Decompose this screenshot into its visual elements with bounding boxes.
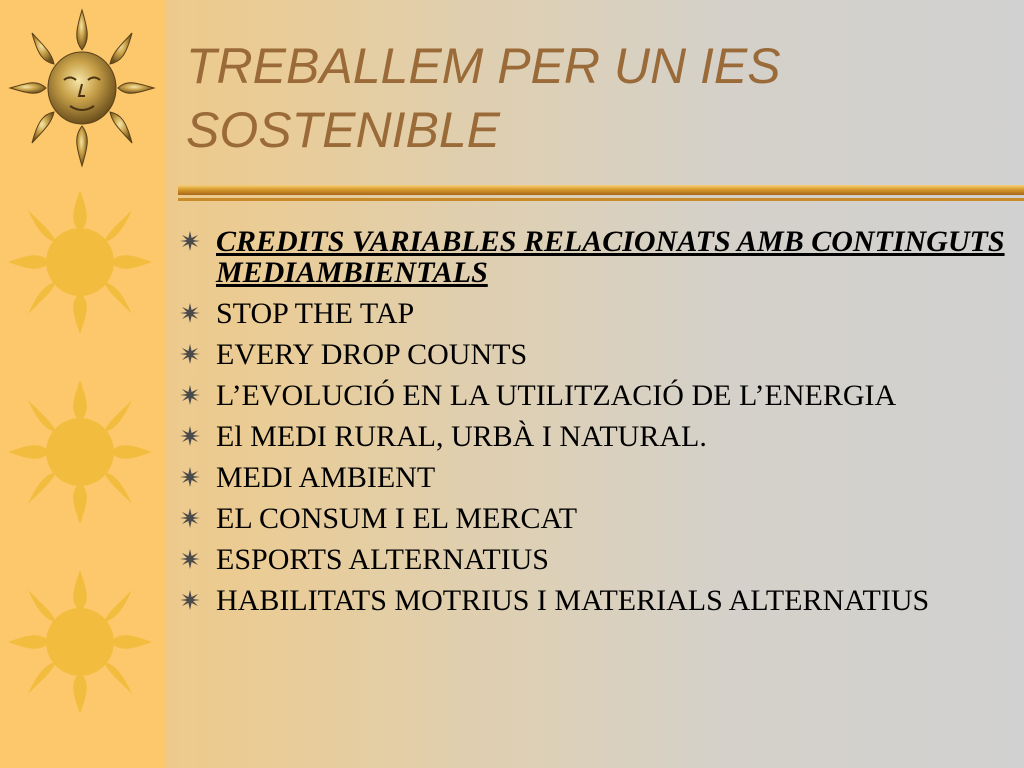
sun-icon (0, 562, 160, 722)
sun-icon (0, 372, 160, 532)
bullet-text: ESPORTS ALTERNATIUS (216, 543, 549, 576)
bullet-list (178, 226, 1008, 626)
star-bullet-icon (178, 547, 202, 571)
bullet-text: STOP THE TAP (216, 297, 415, 330)
bullet-item (178, 226, 1008, 288)
bullet-text: L’EVOLUCIÓ EN LA UTILITZACIÓ DE L’ENERGIA (216, 379, 897, 412)
star-bullet-icon (178, 301, 202, 325)
title-divider (178, 180, 1024, 204)
golden-sun-face-icon (8, 8, 156, 168)
bullet-item (178, 380, 1008, 411)
bullet-item (178, 421, 1008, 452)
bullet-text: MEDI AMBIENT (216, 461, 436, 494)
bullet-text: El MEDI RURAL, URBÀ I NATURAL. (216, 420, 707, 453)
decorative-left-strip (0, 0, 165, 768)
bullet-item (178, 585, 1008, 616)
bullet-text: EL CONSUM I EL MERCAT (216, 502, 578, 535)
star-bullet-icon (178, 465, 202, 489)
bullet-text: CREDITS VARIABLES RELACIONATS AMB CONTINGUTS MEDIAMBIENTALS (216, 225, 1005, 289)
star-bullet-icon (178, 229, 202, 253)
sun-icon (0, 182, 160, 342)
bullet-item (178, 544, 1008, 575)
star-bullet-icon (178, 342, 202, 366)
bullet-item (178, 503, 1008, 534)
bullet-item (178, 462, 1008, 493)
star-bullet-icon (178, 506, 202, 530)
star-bullet-icon (178, 588, 202, 612)
divider-thick-line (178, 185, 1024, 195)
star-bullet-icon (178, 424, 202, 448)
star-bullet-icon (178, 383, 202, 407)
bullet-text: EVERY DROP COUNTS (216, 338, 528, 371)
bullet-item (178, 298, 1008, 329)
bullet-item (178, 339, 1008, 370)
bullet-text: HABILITATS MOTRIUS I MATERIALS ALTERNATIUS (216, 584, 930, 617)
slide-title: TREBALLEM PER UN IES SOSTENIBLE (186, 38, 781, 158)
divider-thin-line (178, 198, 1024, 201)
